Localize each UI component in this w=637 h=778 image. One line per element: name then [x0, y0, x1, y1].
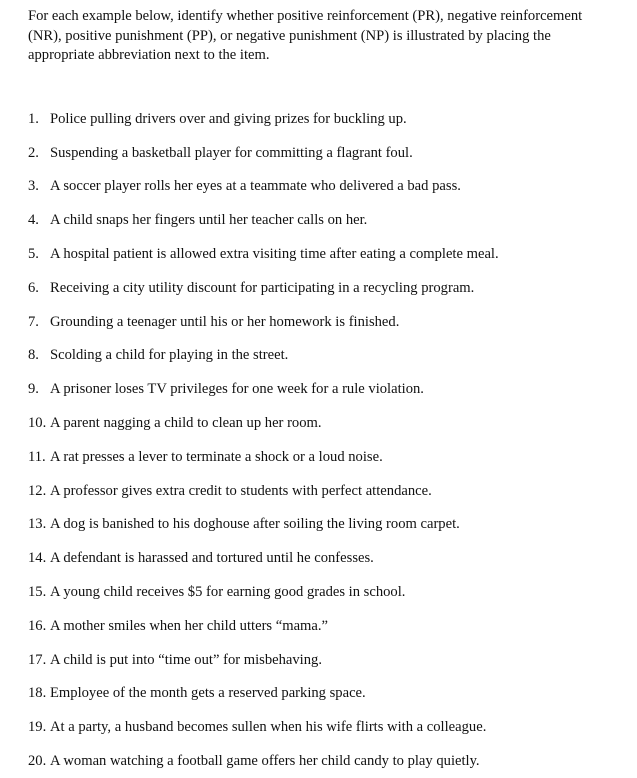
item-text: Suspending a basketball player for committing a flagrant foul. — [50, 144, 413, 161]
item-text: At a party, a husband becomes sullen when his wife flirts with a colleague. — [50, 719, 487, 736]
item-text: Scolding a child for playing in the street. — [50, 347, 289, 364]
item-text: A mother smiles when her child utters “mama.” — [50, 617, 329, 634]
list-item — [28, 203, 618, 237]
list-item — [28, 609, 618, 643]
list-item — [28, 440, 618, 474]
item-number: 1. — [28, 110, 43, 127]
item-text: A defendant is harassed and tortured until he confesses. — [50, 550, 374, 567]
item-number: 4. — [28, 212, 43, 229]
item-text: A child snaps her fingers until her teacher calls on her. — [50, 212, 368, 229]
list-item — [28, 339, 618, 373]
list-item — [28, 305, 618, 339]
item-number: 14. — [28, 550, 50, 567]
list-item — [28, 406, 618, 440]
item-number: 8. — [28, 347, 43, 364]
item-number: 3. — [28, 178, 43, 195]
item-number: 17. — [28, 651, 50, 668]
list-item — [28, 372, 618, 406]
list-item — [28, 643, 618, 677]
item-text: A dog is banished to his doghouse after soiling the living room carpet. — [50, 516, 460, 533]
item-text: A young child receives $5 for earning good grades in school. — [50, 584, 406, 601]
item-number: 15. — [28, 584, 50, 601]
item-text: A soccer player rolls her eyes at a teammate who delivered a bad pass. — [50, 178, 461, 195]
list-item — [28, 237, 618, 271]
item-number: 19. — [28, 719, 50, 736]
item-text: A rat presses a lever to terminate a shock or a loud noise. — [50, 448, 383, 465]
item-text: A child is put into “time out” for misbehaving. — [50, 651, 322, 668]
instructions-paragraph: For each example below, identify whether positive reinforcement (PR), negative reinforcement (NR), positive punishment (PP), or negative punishment (NP) is illustrated by placing the appropriate abbreviation next to the item. — [28, 8, 583, 63]
item-text: A hospital patient is allowed extra visiting time after eating a complete meal. — [50, 246, 499, 263]
item-number: 16. — [28, 617, 50, 634]
item-number: 2. — [28, 144, 43, 161]
item-text: Receiving a city utility discount for participating in a recycling program. — [50, 279, 475, 296]
item-number: 10. — [28, 415, 50, 432]
list-item — [28, 474, 618, 508]
list-item — [28, 170, 618, 204]
list-item — [28, 136, 618, 170]
item-text: Police pulling drivers over and giving prizes for buckling up. — [50, 110, 407, 127]
item-text: A parent nagging a child to clean up her room. — [50, 415, 322, 432]
item-number: 6. — [28, 279, 43, 296]
list-item — [28, 541, 618, 575]
item-number: 11. — [28, 448, 50, 465]
item-number: 20. — [28, 753, 50, 770]
list-item — [28, 508, 618, 542]
item-number: 13. — [28, 516, 50, 533]
item-number: 9. — [28, 381, 43, 398]
list-item — [28, 271, 618, 305]
item-number: 5. — [28, 246, 43, 263]
list-item — [28, 710, 618, 744]
list-item — [28, 677, 618, 711]
item-number: 18. — [28, 685, 50, 702]
item-number: 12. — [28, 482, 50, 499]
list-item — [28, 744, 618, 778]
list-item — [28, 575, 618, 609]
item-text: Grounding a teenager until his or her homework is finished. — [50, 313, 400, 330]
example-list — [28, 102, 618, 778]
list-item — [28, 102, 618, 136]
item-text: Employee of the month gets a reserved parking space. — [50, 685, 366, 702]
item-text: A woman watching a football game offers her child candy to play quietly. — [50, 753, 480, 770]
item-text: A professor gives extra credit to students with perfect attendance. — [50, 482, 432, 499]
item-text: A prisoner loses TV privileges for one week for a rule violation. — [50, 381, 424, 398]
item-number: 7. — [28, 313, 43, 330]
